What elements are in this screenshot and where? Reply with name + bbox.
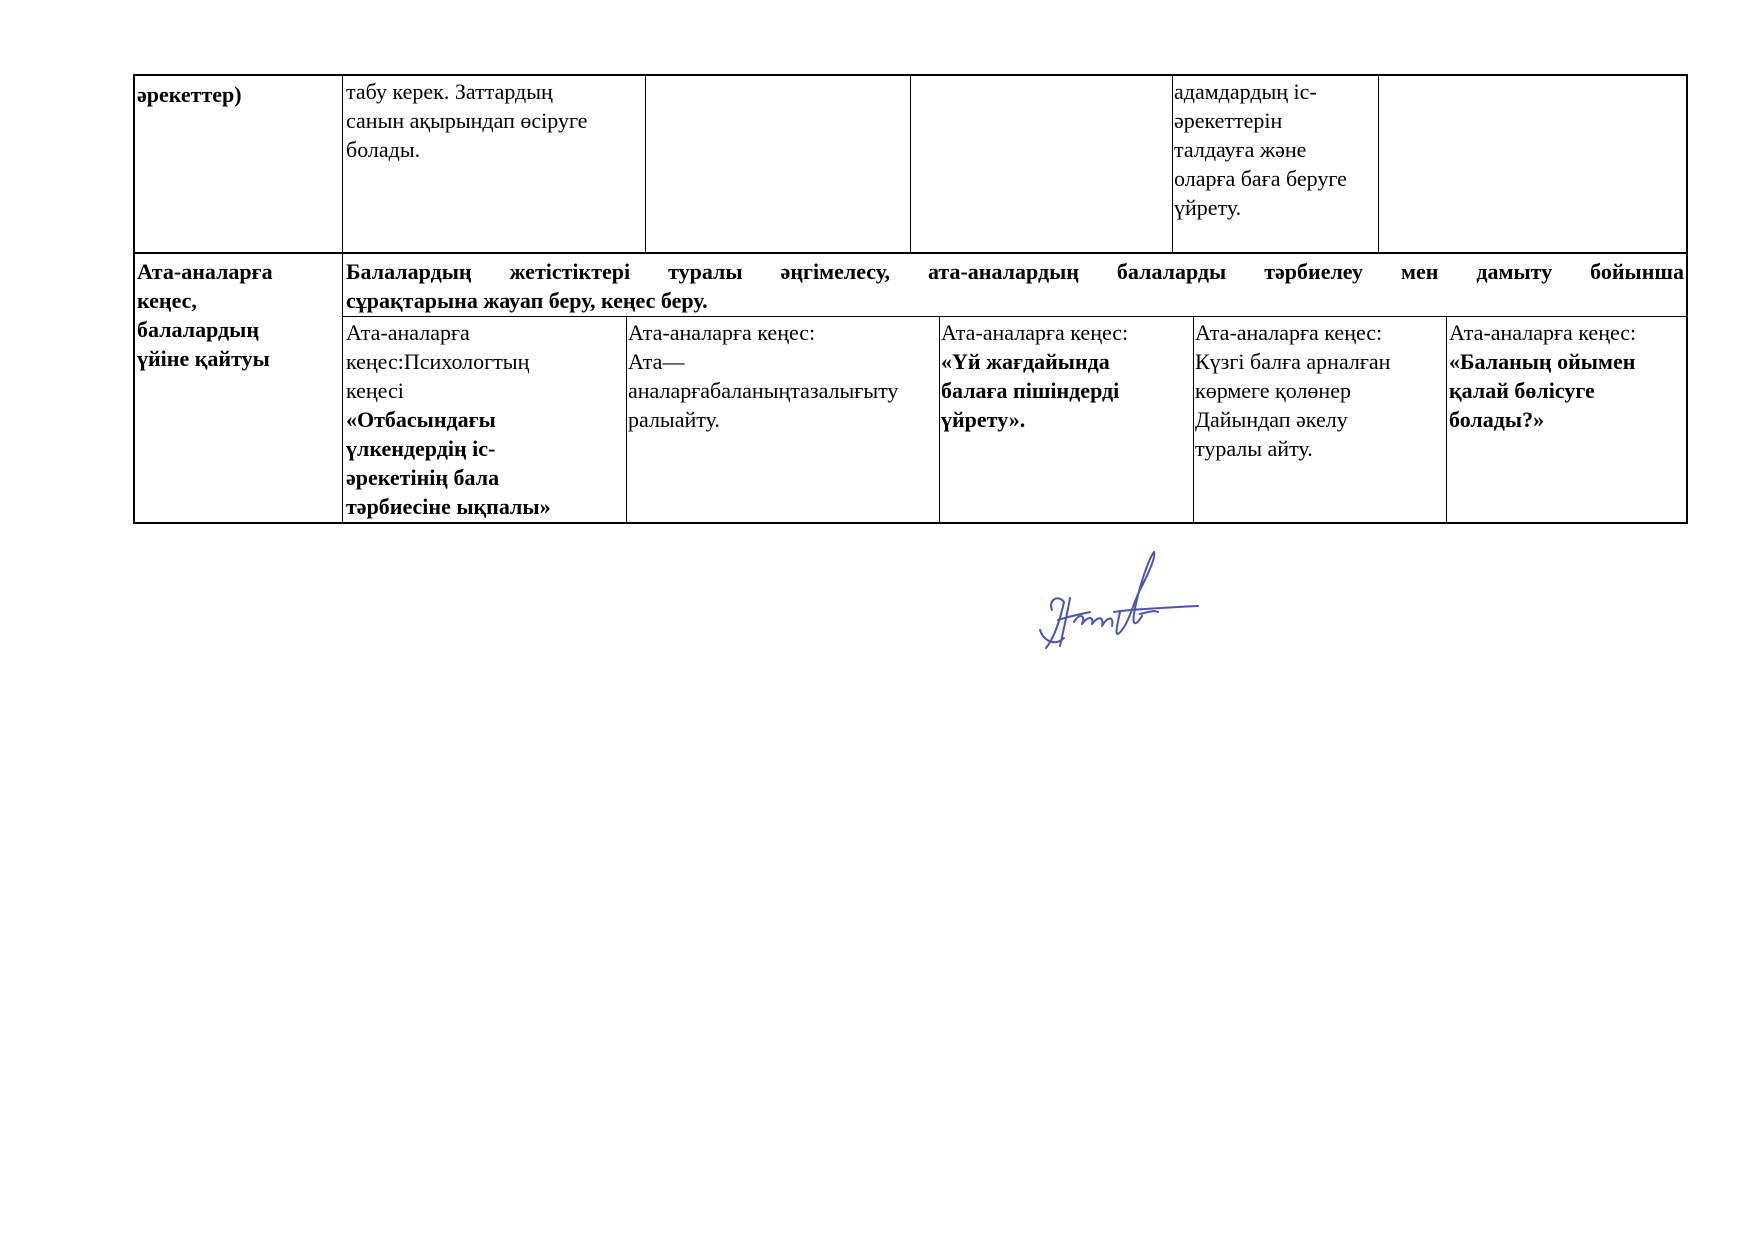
row2-label-cell: Ата-аналарға кеңес, балалардың үйіне қайтуы [137,259,273,371]
advice-cell [628,318,938,434]
row1-text-cell: табу керек. Заттардың санын ақырындап өсіруге болады. [346,79,588,162]
row2-col-divider [1446,316,1447,523]
advice-cell [346,318,624,521]
row2-col-divider [626,316,627,523]
row1-empty-cell [648,77,906,247]
row2-header-line1: Балалардың жетістіктері туралы әңгімелесу, ата-аналардың балаларды тәрбиелеу мен дамыту бойынша [346,259,1684,284]
row1-col-divider [910,74,911,253]
advice-cell [941,318,1191,434]
row2-col-divider [939,316,940,523]
row1-empty-cell [1381,77,1681,247]
advice-intro: Ата-аналарға кеңес: [1449,320,1637,345]
advice-intro: Ата-аналарға кеңес:Психологтың кеңесі [346,320,530,403]
advice-topic: «Баланың ойымен қалай бөлісуге болады?» [1449,349,1636,432]
row1-col-divider [645,74,646,253]
advice-cell [1449,318,1685,434]
advice-intro: Ата-аналарға кеңес: Ата— аналарғабаланыңтазалығыту ралыайту. [628,320,899,432]
advice-intro: Ата-аналарға кеңес: [941,320,1129,345]
table-border-bottom [133,522,1688,524]
handwritten-signature [1030,550,1210,660]
advice-topic: «Отбасындағы үлкендердің іс- әрекетінің бала тәрбиесіне ықпалы» [346,407,551,519]
advice-topic: «Үй жағдайында балаға пішіндерді үйрету». [941,349,1120,432]
advice-intro: Ата-аналарға кеңес: Күзгі балға арналған көрмеге қолөнер Дайындап әкелу туралы айту. [1195,320,1391,461]
label-column-divider [342,74,343,524]
row1-col-divider [1378,74,1379,253]
row1-empty-cell [913,77,1168,247]
row1-label-cell: әрекеттер) [137,82,242,107]
table-border-left [133,74,135,524]
row2-header-line2: сұрақтарына жауап беру, кеңес беру. [346,288,708,313]
row1-col-divider [1172,74,1173,253]
table-border-right [1686,74,1688,524]
row2-col-divider [1193,316,1194,523]
advice-cell [1195,318,1445,463]
row1-text-cell: адамдардың іс- әрекеттерін талдауға және оларға баға беруге үйрету. [1174,79,1347,220]
header-divider [343,316,1688,317]
